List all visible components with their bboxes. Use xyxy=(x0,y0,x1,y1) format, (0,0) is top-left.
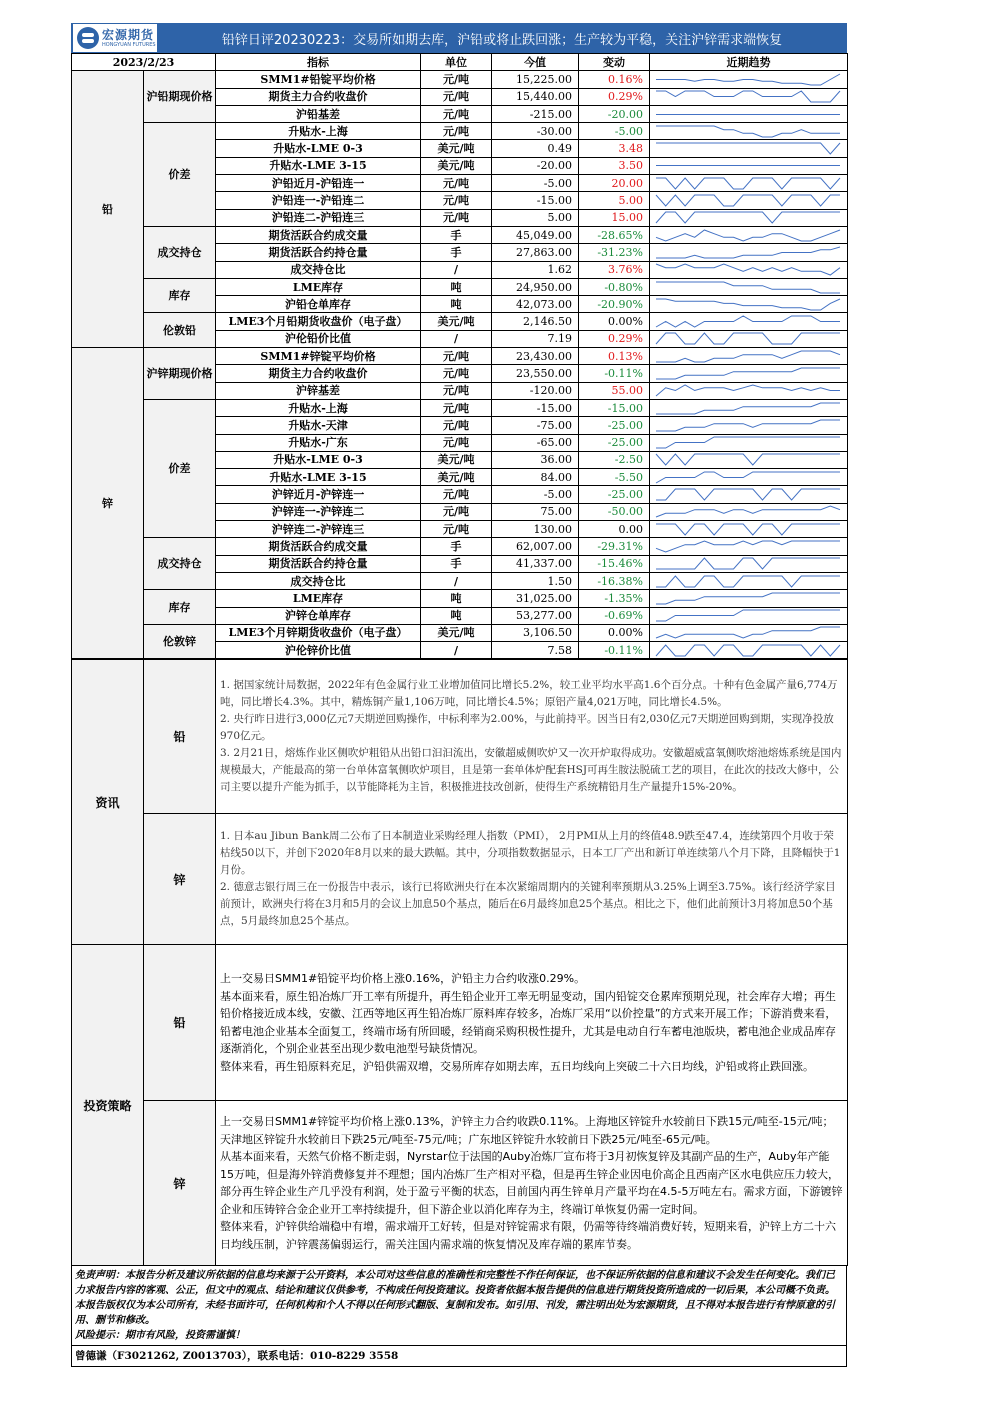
trend-sparkline xyxy=(650,330,848,347)
indicator-name: 升贴水-广东 xyxy=(216,434,421,451)
indicator-value: 15,225.00 xyxy=(492,71,579,88)
news-zinc-label: 锌 xyxy=(144,814,216,945)
news-label: 资讯 xyxy=(72,660,144,945)
sparkline-line xyxy=(656,403,840,414)
table-header-row xyxy=(72,54,848,71)
sparkline-line xyxy=(656,610,840,621)
indicator-value: 62,007.00 xyxy=(492,538,579,555)
indicator-row xyxy=(72,313,848,330)
indicator-unit: 元/吨 xyxy=(421,365,492,382)
sparkline-svg xyxy=(650,176,846,191)
trend-sparkline xyxy=(650,572,848,589)
trend-sparkline xyxy=(650,538,848,555)
col-indicator: 指标 xyxy=(216,54,421,71)
trend-sparkline xyxy=(650,157,848,174)
indicator-row xyxy=(72,123,848,140)
indicator-change: 0.29% xyxy=(579,330,650,347)
sparkline-svg xyxy=(650,314,846,329)
news-lead-content xyxy=(216,660,848,814)
logo-cn-text: 宏源期货 xyxy=(102,27,155,42)
sparkline-svg xyxy=(650,418,846,433)
indicator-unit: 吨 xyxy=(421,278,492,295)
indicator-unit: 元/吨 xyxy=(421,382,492,399)
trend-sparkline xyxy=(650,503,848,520)
sparkline-line xyxy=(656,126,840,137)
indicator-unit: 元/吨 xyxy=(421,123,492,140)
col-unit: 单位 xyxy=(421,54,492,71)
sparkline-svg xyxy=(650,522,846,537)
sparkline-svg xyxy=(650,625,846,640)
indicator-row xyxy=(72,590,848,607)
sparkline-line xyxy=(656,576,840,587)
strategy-zinc-para: 整体来看，沪锌供给端稳中有增，需求端开工好转，但是对锌锭需求有限，仍需等待终端消费好转，短期来看，沪锌上方二十六日均线压制，沪锌震荡偏弱运行，需关注国内需求端的恢复情况及库存端的累库节奏。 xyxy=(220,1220,836,1251)
indicator-value: -65.00 xyxy=(492,434,579,451)
sparkline-line xyxy=(656,437,840,448)
indicator-value: -5.00 xyxy=(492,486,579,503)
indicator-name: 沪锌近月-沪锌连一 xyxy=(216,486,421,503)
sparkline-svg xyxy=(650,470,846,485)
indicator-value: -20.00 xyxy=(492,157,579,174)
indicator-unit: 吨 xyxy=(421,296,492,313)
indicator-name: 升贴水-上海 xyxy=(216,399,421,416)
indicator-value: 27,863.00 xyxy=(492,244,579,261)
indicator-name: SMM1#铅锭平均价格 xyxy=(216,71,421,88)
sparkline-line xyxy=(656,143,840,154)
news-zinc-content xyxy=(216,814,848,945)
indicator-name: 升贴水-天津 xyxy=(216,417,421,434)
news-table xyxy=(71,659,848,1266)
trend-sparkline xyxy=(650,399,848,416)
indicator-change: 0.13% xyxy=(579,348,650,365)
indicator-value: -15.00 xyxy=(492,399,579,416)
group-label: 伦敦铅 xyxy=(144,313,216,348)
risk-warning: 风险提示：期市有风险，投资需谨慎！ xyxy=(75,1330,245,1342)
indicator-value: 41,337.00 xyxy=(492,555,579,572)
indicator-unit: 元/吨 xyxy=(421,503,492,520)
indicator-name: LME库存 xyxy=(216,278,421,295)
sparkline-svg xyxy=(650,608,846,623)
sparkline-svg xyxy=(650,228,846,243)
zinc-section-label: 锌 xyxy=(72,348,144,659)
strategy-label: 投资策略 xyxy=(72,945,144,1266)
indicator-unit: 美元/吨 xyxy=(421,624,492,641)
sparkline-line xyxy=(656,333,840,344)
trend-sparkline xyxy=(650,140,848,157)
strategy-lead-para: 基本面来看，原生铅冶炼厂开工率有所提升，再生铅企业开工率无明显变动，国内铅锭交仓累库预期兑现，社会库存大增；再生铅价格接近成本线，安徽、江西等地区再生铅冶炼厂原料库存较多，冶炼厂采用“以价控量”的方式来开展工作；下游消费来看，铅蓄电池企业基本全面复工，终端市场有所回暖，经销商采购积极性提升，尤其是电动自行车蓄电池版块，蓄电池企业成品库存逐渐消化，个别企业甚至出现少数电池型号缺货情况。 xyxy=(220,989,837,1056)
trend-sparkline xyxy=(650,209,848,226)
group-label: 成交持仓 xyxy=(144,538,216,590)
sparkline-svg xyxy=(650,331,846,346)
trend-sparkline xyxy=(650,348,848,365)
col-today: 今值 xyxy=(492,54,579,71)
indicator-name: 升贴水-LME 0-3 xyxy=(216,140,421,157)
news-zinc-para: 1. 日本au Jibun Bank周二公布了日本制造业采购经理人指数（PMI）， 2月PMI从上月的终值48.9跌至47.4，连续第四个月收于荣枯线50以下，并创下2020年8月以来的最大跌幅。其中，分项指数数据显示，日本工厂产出和新订单连续第八个月下降，且降幅快于1月份。 xyxy=(220,830,841,877)
indicator-unit: 美元/吨 xyxy=(421,313,492,330)
indicator-unit: 元/吨 xyxy=(421,209,492,226)
indicator-table xyxy=(71,53,848,659)
sparkline-svg xyxy=(650,89,846,104)
sparkline-svg xyxy=(650,574,846,589)
indicator-change: 5.00 xyxy=(579,192,650,209)
indicator-value: 53,277.00 xyxy=(492,607,579,624)
indicator-value: -75.00 xyxy=(492,417,579,434)
indicator-name: 沪锌连一-沪锌连二 xyxy=(216,503,421,520)
indicator-change: -0.69% xyxy=(579,607,650,624)
indicator-change: 3.48 xyxy=(579,140,650,157)
indicator-name: LME3个月锌期货收盘价（电子盘） xyxy=(216,624,421,641)
indicator-unit: 吨 xyxy=(421,607,492,624)
sparkline-line xyxy=(656,524,840,535)
indicator-name: 期货活跃合约持仓量 xyxy=(216,244,421,261)
news-lead-para: 3. 2月21日，熔炼作业区侧吹炉粗铅从出铅口汩汩流出，安徽超威侧吹炉又一次开炉取得成功。安徽超威富氧侧吹熔池熔炼系统是国内规模最大，产能最高的第一台单体富氧侧吹炉项目，且是第一套单体炉配套HSJ可再生胺法脱硫工艺的项目，在此次的技改大修中，公司主要以提升产能为抓手，以节能降耗为主旨，积极推进技改创新，使得生产系统精铅月生产量提升15%-20%。 xyxy=(220,747,842,794)
indicator-value: 1.62 xyxy=(492,261,579,278)
strategy-zinc-label: 锌 xyxy=(144,1101,216,1266)
strategy-lead-content xyxy=(216,945,848,1101)
indicator-value: 5.00 xyxy=(492,209,579,226)
indicator-name: 升贴水-LME 3-15 xyxy=(216,157,421,174)
report-page xyxy=(71,23,847,1367)
indicator-value: 3,106.50 xyxy=(492,624,579,641)
indicator-value: 36.00 xyxy=(492,451,579,468)
trend-sparkline xyxy=(650,192,848,209)
indicator-change: -20.90% xyxy=(579,296,650,313)
sparkline-line xyxy=(656,316,840,327)
trend-sparkline xyxy=(650,261,848,278)
indicator-change: -20.00 xyxy=(579,105,650,122)
group-label: 价差 xyxy=(144,123,216,227)
trend-sparkline xyxy=(650,105,848,122)
indicator-value: 1.50 xyxy=(492,572,579,589)
sparkline-svg xyxy=(650,643,846,658)
indicator-change: -31.23% xyxy=(579,244,650,261)
indicator-name: 沪锌仓单库存 xyxy=(216,607,421,624)
sparkline-svg xyxy=(650,366,846,381)
report-header xyxy=(71,23,847,53)
sparkline-line xyxy=(656,230,840,241)
sparkline-svg xyxy=(650,141,846,156)
sparkline-line xyxy=(656,506,840,517)
indicator-row xyxy=(72,399,848,416)
indicator-name: SMM1#锌锭平均价格 xyxy=(216,348,421,365)
trend-sparkline xyxy=(650,244,848,261)
indicator-name: 成交持仓比 xyxy=(216,261,421,278)
group-label: 沪铅期现价格 xyxy=(144,71,216,123)
indicator-name: 沪铅连二-沪铅连三 xyxy=(216,209,421,226)
indicator-row xyxy=(72,226,848,243)
indicator-change: -15.00 xyxy=(579,399,650,416)
indicator-value: -5.00 xyxy=(492,175,579,192)
indicator-row xyxy=(72,71,848,88)
indicator-value: 130.00 xyxy=(492,521,579,538)
indicator-value: 31,025.00 xyxy=(492,590,579,607)
logo-mark-icon xyxy=(77,27,99,49)
indicator-unit: 元/吨 xyxy=(421,71,492,88)
sparkline-svg xyxy=(650,504,846,519)
sparkline-line xyxy=(656,368,840,379)
news-lead-para: 1. 据国家统计局数据，2022年有色金属行业工业增加值同比增长5.2%，较工业平均水平高1.6个百分点。十种有色金属产量6,774万吨，同比增长4.3%。其中，精炼铜产量1,106万吨，同比增长4.5%；原铝产量4,021万吨，同比增长4.5%。 xyxy=(220,679,838,709)
group-label: 库存 xyxy=(144,278,216,313)
disclaimer-block xyxy=(71,1266,847,1346)
indicator-unit: 手 xyxy=(421,538,492,555)
indicator-change: -0.11% xyxy=(579,365,650,382)
indicator-name: 期货主力合约收盘价 xyxy=(216,88,421,105)
strategy-lead-label: 铅 xyxy=(144,945,216,1101)
indicator-name: 期货主力合约收盘价 xyxy=(216,365,421,382)
indicator-unit: 元/吨 xyxy=(421,521,492,538)
indicator-name: 升贴水-LME 0-3 xyxy=(216,451,421,468)
trend-sparkline xyxy=(650,226,848,243)
indicator-value: 84.00 xyxy=(492,469,579,486)
analyst-contact: 曾德谦（F3021262, Z0013703），联系电话：010-8229 3558 xyxy=(71,1346,847,1367)
sparkline-svg xyxy=(650,124,846,139)
sparkline-line xyxy=(656,195,840,206)
sparkline-line xyxy=(656,178,840,189)
indicator-unit: 元/吨 xyxy=(421,192,492,209)
indicator-row xyxy=(72,538,848,555)
group-label: 沪锌期现价格 xyxy=(144,348,216,400)
sparkline-svg xyxy=(650,539,846,554)
sparkline-line xyxy=(656,593,840,604)
sparkline-line xyxy=(656,385,840,396)
indicator-unit: 元/吨 xyxy=(421,417,492,434)
indicator-unit: 元/吨 xyxy=(421,434,492,451)
indicator-change: -5.00 xyxy=(579,123,650,140)
sparkline-svg xyxy=(650,280,846,295)
sparkline-line xyxy=(656,645,840,656)
indicator-change: -5.50 xyxy=(579,469,650,486)
indicator-row xyxy=(72,624,848,641)
indicator-value: -215.00 xyxy=(492,105,579,122)
sparkline-line xyxy=(656,74,840,85)
indicator-value: -30.00 xyxy=(492,123,579,140)
sparkline-line xyxy=(656,282,840,293)
indicator-change: -25.00 xyxy=(579,417,650,434)
indicator-value: 42,073.00 xyxy=(492,296,579,313)
indicator-change: 0.00 xyxy=(579,521,650,538)
trend-sparkline xyxy=(650,521,848,538)
indicator-value: 15,440.00 xyxy=(492,88,579,105)
indicator-name: 期货活跃合约持仓量 xyxy=(216,555,421,572)
sparkline-svg xyxy=(650,107,846,122)
indicator-change: -29.31% xyxy=(579,538,650,555)
trend-sparkline xyxy=(650,417,848,434)
strategy-lead-para: 整体来看，再生铅原料充足，沪铅供需双增，交易所库存如期去库，五日均线向上突破二十六日均线，沪铅或将止跌回涨。 xyxy=(220,1059,814,1073)
indicator-unit: 元/吨 xyxy=(421,88,492,105)
sparkline-svg xyxy=(650,193,846,208)
indicator-value: 23,430.00 xyxy=(492,348,579,365)
news-lead-para: 2. 央行昨日进行3,000亿元7天期逆回购操作，中标利率为2.00%，与此前持平。因当日有2,030亿元7天期逆回购到期，实现净投放970亿元。 xyxy=(220,713,834,743)
indicator-name: 沪铅基差 xyxy=(216,105,421,122)
trend-sparkline xyxy=(650,624,848,641)
indicator-value: 2,146.50 xyxy=(492,313,579,330)
indicator-unit: 元/吨 xyxy=(421,348,492,365)
news-lead-label: 铅 xyxy=(144,660,216,814)
indicator-unit: 元/吨 xyxy=(421,399,492,416)
sparkline-svg xyxy=(650,452,846,467)
trend-sparkline xyxy=(650,451,848,468)
sparkline-svg xyxy=(650,349,846,364)
indicator-unit: 美元/吨 xyxy=(421,140,492,157)
indicator-unit: 元/吨 xyxy=(421,105,492,122)
sparkline-svg xyxy=(650,210,846,225)
col-change: 变动 xyxy=(579,54,650,71)
sparkline-svg xyxy=(650,401,846,416)
indicator-change: 0.00% xyxy=(579,624,650,641)
indicator-name: 期货活跃合约成交量 xyxy=(216,226,421,243)
sparkline-line xyxy=(656,454,840,465)
indicator-name: 沪铅连一-沪铅连二 xyxy=(216,192,421,209)
indicator-change: -1.35% xyxy=(579,590,650,607)
indicator-change: 3.76% xyxy=(579,261,650,278)
indicator-name: 沪锌连二-沪锌连三 xyxy=(216,521,421,538)
indicator-change: -50.00 xyxy=(579,503,650,520)
indicator-name: 升贴水-LME 3-15 xyxy=(216,469,421,486)
trend-sparkline xyxy=(650,71,848,88)
sparkline-line xyxy=(656,264,840,275)
indicator-change: -16.38% xyxy=(579,572,650,589)
indicator-change: -0.80% xyxy=(579,278,650,295)
indicator-unit: / xyxy=(421,642,492,659)
report-title: 铅锌日评20230223：交易所如期去库，沪铅或将止跌回涨；生产较为平稳，关注沪锌需求端恢复 xyxy=(221,32,783,48)
indicator-unit: / xyxy=(421,330,492,347)
trend-sparkline xyxy=(650,434,848,451)
indicator-change: 20.00 xyxy=(579,175,650,192)
trend-sparkline xyxy=(650,278,848,295)
trend-sparkline xyxy=(650,313,848,330)
indicator-unit: 美元/吨 xyxy=(421,157,492,174)
indicator-change: -0.11% xyxy=(579,642,650,659)
sparkline-svg xyxy=(650,245,846,260)
indicator-change: -25.00 xyxy=(579,486,650,503)
sparkline-svg xyxy=(650,435,846,450)
indicator-unit: / xyxy=(421,572,492,589)
sparkline-svg xyxy=(650,383,846,398)
indicator-change: 15.00 xyxy=(579,209,650,226)
indicator-change: 3.50 xyxy=(579,157,650,174)
indicator-change: 0.00% xyxy=(579,313,650,330)
indicator-unit: 元/吨 xyxy=(421,175,492,192)
sparkline-line xyxy=(656,299,840,310)
sparkline-line xyxy=(656,247,840,258)
sparkline-line xyxy=(656,351,840,362)
sparkline-svg xyxy=(650,556,846,571)
indicator-unit: 美元/吨 xyxy=(421,469,492,486)
trend-sparkline xyxy=(650,486,848,503)
indicator-name: 沪铅近月-沪铅连一 xyxy=(216,175,421,192)
sparkline-line xyxy=(656,541,840,552)
indicator-row xyxy=(72,348,848,365)
sparkline-svg xyxy=(650,158,846,173)
strategy-zinc-content xyxy=(216,1101,848,1266)
sparkline-line xyxy=(656,212,840,223)
strategy-zinc-para: 从基本面来看，天然气价格不断走弱，Nyrstar位于法国的Auby冶炼厂宣布将于3月初恢复锌及其副产品的生产，Auby年产能15万吨，但是海外锌消费修复并不理想；国内冶炼厂生产相对平稳，但是再生锌企业因电价高企且西南产区水电供应压力较大，部分再生锌企业生产几乎没有利润，处于盈亏平衡的状态，目前国内再生锌单月产量平均在4.5-5万吨左右。需求方面，下游镀锌企业和压铸锌合金企业开工率持续提升，但下游企业以消化库存为主，终端订单恢复仍需一定时间。 xyxy=(220,1150,843,1216)
trend-sparkline xyxy=(650,365,848,382)
trend-sparkline xyxy=(650,642,848,659)
indicator-unit: 手 xyxy=(421,555,492,572)
disclaimer-text: 免责声明：本报告分析及建议所依据的信息均来源于公开资料，本公司对这些信息的准确性和完整性不作任何保证，也不保证所依据的信息和建议不会发生任何变化。我们已力求报告内容的客观、公正，但文中的观点、结论和建议仅供参考，不构成任何投资建议。投资者依据本报告提供的信息进行期货投资所造成的一切后果，本公司概不负责。本报告版权仅为本公司所有，未经书面许可，任何机构和个人不得以任何形式翻版、复制和发布。如引用、刊发，需注明出处为宏源期货，且不得对本报告进行有悖原意的引用、删节和修改。 xyxy=(75,1270,835,1327)
indicator-change: 0.29% xyxy=(579,88,650,105)
indicator-change: -28.65% xyxy=(579,226,650,243)
group-label: 价差 xyxy=(144,399,216,537)
company-logo xyxy=(73,24,157,52)
sparkline-svg xyxy=(650,591,846,606)
indicator-value: 7.19 xyxy=(492,330,579,347)
indicator-value: 75.00 xyxy=(492,503,579,520)
sparkline-line xyxy=(656,558,840,569)
trend-sparkline xyxy=(650,296,848,313)
group-label: 库存 xyxy=(144,590,216,625)
indicator-name: 升贴水-上海 xyxy=(216,123,421,140)
indicator-value: -15.00 xyxy=(492,192,579,209)
sparkline-svg xyxy=(650,262,846,277)
indicator-name: 沪锌基差 xyxy=(216,382,421,399)
indicator-name: 沪伦铅价比值 xyxy=(216,330,421,347)
trend-sparkline xyxy=(650,175,848,192)
strategy-zinc-para: 上一交易日SMM1#锌锭平均价格上涨0.13%，沪锌主力合约收跌0.11%。上海地区锌锭升水较前日下跌15元/吨至-15元/吨；天津地区锌锭升水较前日下跌25元/吨至-75元/吨；广东地区锌锭升水较前日下跌25元/吨至-65元/吨。 xyxy=(220,1115,834,1146)
report-date: 2023/2/23 xyxy=(72,54,216,71)
indicator-name: 沪铅仓单库存 xyxy=(216,296,421,313)
indicator-change: 55.00 xyxy=(579,382,650,399)
news-zinc-para: 2. 德意志银行周三在一份报告中表示，该行已将欧洲央行在本次紧缩周期内的关键利率预期从3.25%上调至3.75%。该行经济学家目前预计，欧洲央行将在3月和5月的会议上加息50个基点，随后在6月最终加息25个基点。相比之下，他们此前预计3月将加息50个基点，5月最终加息25个基点。 xyxy=(220,881,836,928)
indicator-name: LME3个月铅期货收盘价（电子盘） xyxy=(216,313,421,330)
sparkline-svg xyxy=(650,487,846,502)
sparkline-line xyxy=(656,420,840,431)
indicator-change: 0.16% xyxy=(579,71,650,88)
strategy-lead-para: 上一交易日SMM1#铅锭平均价格上涨0.16%，沪铅主力合约收涨0.29%。 xyxy=(220,972,586,986)
indicator-unit: 吨 xyxy=(421,590,492,607)
trend-sparkline xyxy=(650,382,848,399)
indicator-value: 45,049.00 xyxy=(492,226,579,243)
group-label: 伦敦锌 xyxy=(144,624,216,659)
indicator-value: 0.49 xyxy=(492,140,579,157)
trend-sparkline xyxy=(650,469,848,486)
indicator-name: 沪伦锌价比值 xyxy=(216,642,421,659)
sparkline-svg xyxy=(650,297,846,312)
indicator-change: -15.46% xyxy=(579,555,650,572)
indicator-name: 期货活跃合约成交量 xyxy=(216,538,421,555)
trend-sparkline xyxy=(650,88,848,105)
indicator-value: 23,550.00 xyxy=(492,365,579,382)
indicator-unit: / xyxy=(421,261,492,278)
indicator-unit: 元/吨 xyxy=(421,486,492,503)
sparkline-line xyxy=(656,627,840,638)
group-label: 成交持仓 xyxy=(144,226,216,278)
indicator-change: -25.00 xyxy=(579,434,650,451)
indicator-value: 7.58 xyxy=(492,642,579,659)
sparkline-line xyxy=(656,472,840,483)
indicator-change: -2.50 xyxy=(579,451,650,468)
trend-sparkline xyxy=(650,590,848,607)
indicator-value: -120.00 xyxy=(492,382,579,399)
trend-sparkline xyxy=(650,555,848,572)
indicator-unit: 手 xyxy=(421,244,492,261)
logo-en-text: HONGYUAN FUTURES xyxy=(102,41,156,48)
sparkline-line xyxy=(656,91,840,102)
indicator-row xyxy=(72,278,848,295)
indicator-unit: 美元/吨 xyxy=(421,451,492,468)
indicator-value: 24,950.00 xyxy=(492,278,579,295)
trend-sparkline xyxy=(650,123,848,140)
lead-section-label: 铅 xyxy=(72,71,144,348)
indicator-name: 成交持仓比 xyxy=(216,572,421,589)
col-trend: 近期趋势 xyxy=(650,54,848,71)
trend-sparkline xyxy=(650,607,848,624)
sparkline-line xyxy=(656,489,840,500)
sparkline-svg xyxy=(650,72,846,87)
indicator-name: LME库存 xyxy=(216,590,421,607)
indicator-unit: 手 xyxy=(421,226,492,243)
